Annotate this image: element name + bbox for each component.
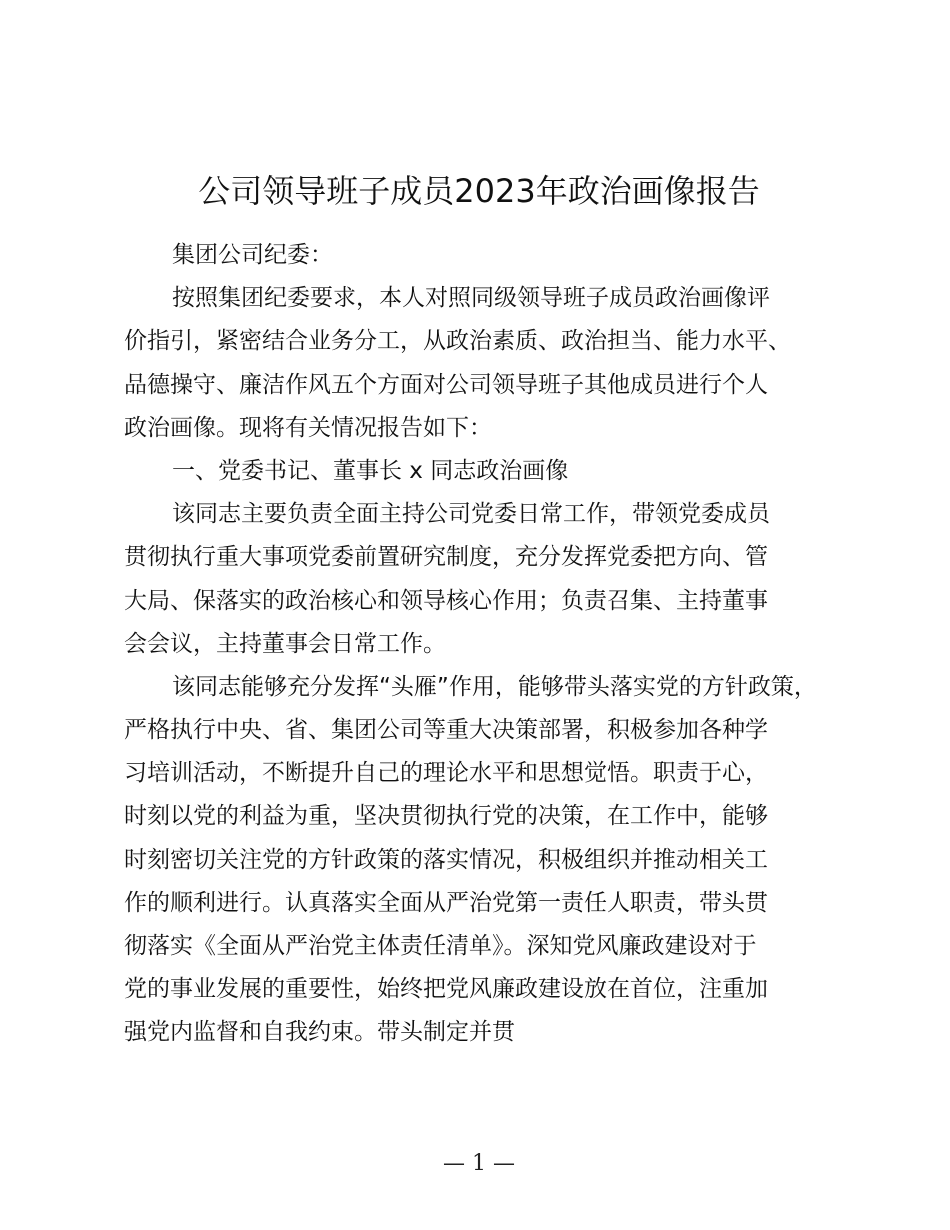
paragraph-line: 彻落实《全面从严治党主体责任清单》。深知党风廉政建设对于 (124, 933, 757, 959)
paragraph-line: 该同志能够充分发挥“头雁”作用，能够带头落实党的方针政策， (172, 673, 817, 700)
salutation: 集团公司纪委： (172, 242, 333, 268)
paragraph-line: 时刻以党的利益为重，坚决贯彻执行党的决策，在工作中，能够 (124, 803, 768, 830)
paragraph-line: 政治画像。现将有关情况报告如下： (124, 414, 492, 441)
paragraph-line: 党的事业发展的重要性，始终把党风廉政建设放在首位，注重加 (124, 976, 768, 1003)
page-number: — 1 — (443, 1151, 515, 1176)
section-heading: 一、党委书记、董事长 x 同志政治画像 (172, 457, 569, 484)
paragraph-line: 时刻密切关注党的方针政策的落实情况，积极组织并推动相关工 (124, 846, 768, 873)
paragraph-line: 按照集团纪委要求，本人对照同级领导班子成员政治画像评 (172, 285, 770, 312)
paragraph-line: 价指引，紧密结合业务分工，从政治素质、政治担当、能力水平、 (124, 328, 791, 355)
paragraph-line: 习培训活动，不断提升自己的理论水平和思想觉悟。职责于心， (124, 760, 768, 787)
document-title: 公司领导班子成员2023年政治画像报告 (198, 172, 760, 210)
paragraph-line: 会会议，主持董事会日常工作。 (124, 630, 446, 657)
paragraph-line: 该同志主要负责全面主持公司党委日常工作，带领党委成员 (172, 501, 770, 528)
paragraph-line: 大局、保落实的政治核心和领导核心作用；负责召集、主持董事 (124, 587, 768, 614)
paragraph-line: 严格执行中央、省、集团公司等重大决策部署，积极参加各种学 (124, 717, 768, 744)
paragraph-line: 贯彻执行重大事项党委前置研究制度，充分发挥党委把方向、管 (124, 544, 768, 571)
paragraph-line: 作的顺利进行。认真落实全面从严治党第一责任人职责，带头贯 (124, 889, 768, 916)
paragraph-line: 强党内监督和自我约束。带头制定并贯 (124, 1019, 515, 1046)
paragraph-line: 品德操守、廉洁作风五个方面对公司领导班子其他成员进行个人 (124, 371, 768, 398)
document-body (124, 234, 834, 1055)
